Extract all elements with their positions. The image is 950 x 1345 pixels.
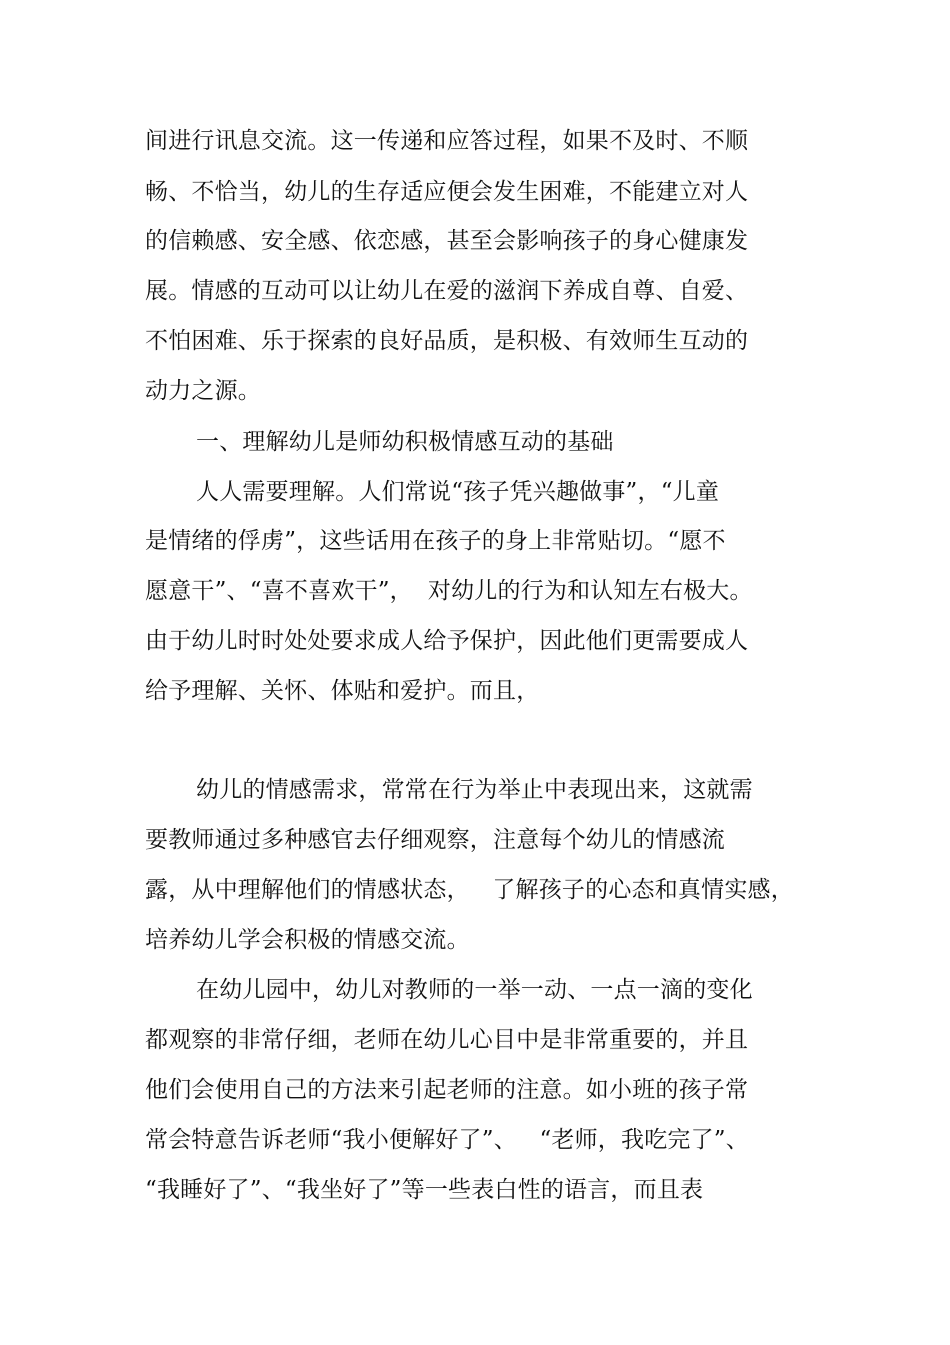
text-line: 他们会使用自己的方法来引起老师的注意。如小班的孩子常: [145, 1077, 749, 1103]
text-line: 愿意干”、“喜不喜欢干”， 对幼儿的行为和认知左右极大。: [145, 578, 753, 604]
text-line: 培养幼儿学会积极的情感交流。: [145, 927, 470, 953]
text-line: 在幼儿园中，幼儿对教师的一举一动、一点一滴的变化: [196, 977, 753, 1003]
text-line: 常会特意告诉老师“我小便解好了”、 “老师，我吃完了”、: [145, 1127, 749, 1153]
section-heading: 一、理解幼儿是师幼积极情感互动的基础: [196, 429, 614, 455]
text-line: 由于幼儿时时处处要求成人给予保护，因此他们更需要成人: [145, 628, 749, 654]
text-line: 不怕困难、乐于探索的良好品质，是积极、有效师生互动的: [145, 328, 749, 354]
text-line: 动力之源。: [145, 378, 261, 404]
text-line: 畅、不恰当，幼儿的生存适应便会发生困难，不能建立对人: [145, 179, 749, 205]
text-line: 要教师通过多种感官去仔细观察，注意每个幼儿的情感流: [145, 827, 725, 853]
text-line: 都观察的非常仔细，老师在幼儿心目中是非常重要的，并且: [145, 1027, 749, 1053]
text-line: 的信赖感、安全感、依恋感，甚至会影响孩子的身心健康发: [145, 228, 749, 254]
text-line: 幼儿的情感需求，常常在行为举止中表现出来，这就需: [196, 777, 753, 803]
text-line: 露，从中理解他们的情感状态， 了解孩子的心态和真情实感，: [145, 877, 794, 903]
text-line: 间进行讯息交流。这一传递和应答过程，如果不及时、不顺: [145, 128, 749, 154]
text-line: “我睡好了”、“我坐好了”等一些表白性的语言，而且表: [145, 1177, 704, 1203]
text-line: 给予理解、关怀、体贴和爱护。而且，: [145, 678, 540, 704]
text-line: 展。情感的互动可以让幼儿在爱的滋润下养成自尊、自爱、: [145, 278, 749, 304]
text-line: 人人需要理解。人们常说“孩子凭兴趣做事”，“儿童: [196, 479, 720, 505]
text-line: 是情绪的俘虏”，这些话用在孩子的身上非常贴切。“愿不: [145, 528, 726, 554]
